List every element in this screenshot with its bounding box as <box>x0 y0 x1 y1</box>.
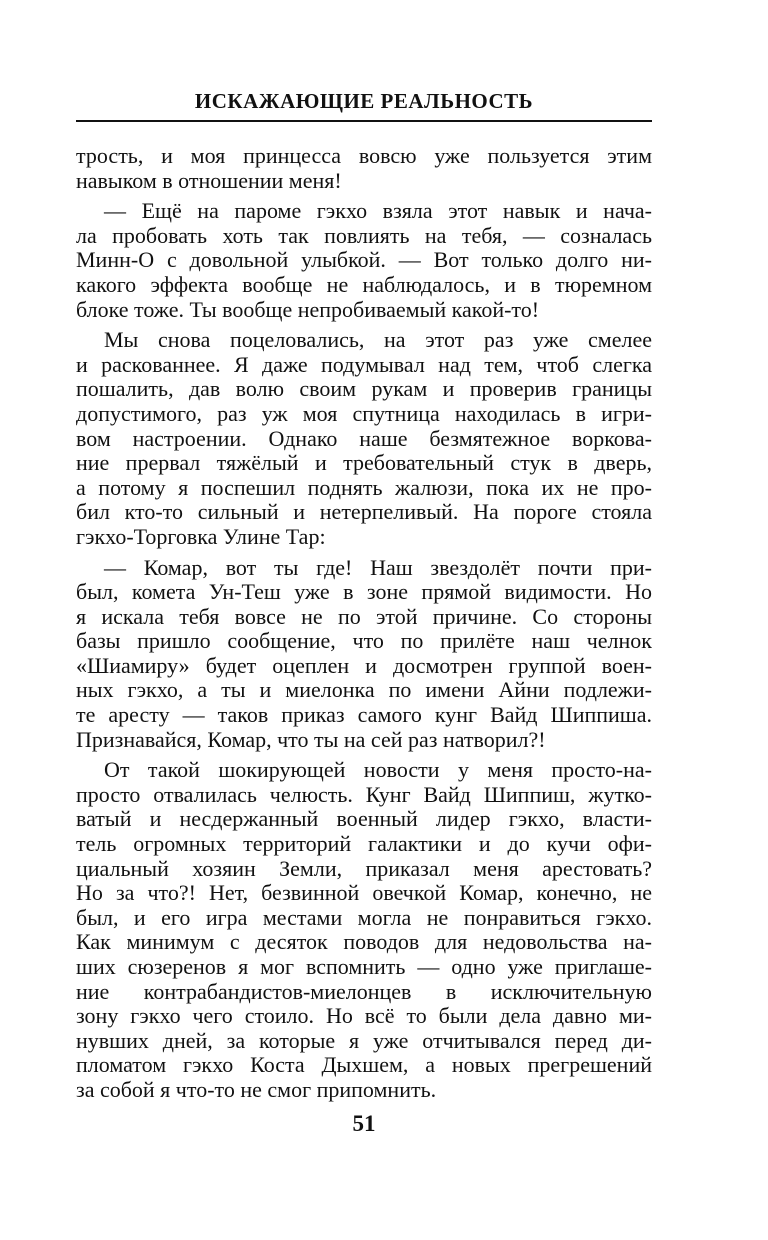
text-line: я искала тебя вовсе не по этой причине. Со стороны <box>76 604 652 629</box>
paragraph <box>76 199 652 322</box>
text-line: гэкхо-Торговка Улине Тар: <box>76 524 326 549</box>
text-line: ла пробовать хоть так повлиять на тебя, — созналась <box>76 223 652 248</box>
text-line: Минн-О с довольной улыбкой. — Вот только долго ни- <box>76 248 652 273</box>
text-line: ние контрабандистов-миелонцев в исключительную <box>76 979 652 1004</box>
text-line: базы пришло сообщение, что по прилёте наш челнок <box>76 629 652 654</box>
text-line: а потому я поспешил поднять жалюзи, пока их не про- <box>76 475 652 500</box>
text-line: «Шиамиру» будет оцеплен и досмотрен группой воен- <box>76 653 652 678</box>
text-line: навыком в отношении меня! <box>76 168 342 193</box>
text-line: просто отвалилась челюсть. Кунг Вайд Шиппиш, жутко- <box>76 782 652 807</box>
text-line: и раскованнее. Я даже подумывал над тем, чтоб слегка <box>76 352 652 377</box>
text-line: ватый и несдержанный военный лидер гэкхо, власти- <box>76 807 652 832</box>
text-line: нувших дней, за которые я уже отчитывался перед ди- <box>76 1028 652 1053</box>
text-line: ние прервал тяжёлый и требовательный стук в дверь, <box>76 451 652 476</box>
text-line: ших сюзеренов я мог вспомнить — одно уже приглаше- <box>76 955 652 979</box>
text-line: Но за что?! Нет, безвинной овечкой Комар, конечно, не <box>76 881 652 906</box>
text-line: тель огромных территорий галактики и до кучи офи- <box>76 832 652 857</box>
header-divider <box>76 120 652 122</box>
text-line: был, комета Ун-Теш уже в зоне прямой видимости. Но <box>76 580 652 605</box>
text-line: Мы снова поцеловались, на этот раз уже смелее <box>104 328 652 353</box>
paragraph <box>76 328 652 549</box>
body-text <box>76 144 652 1103</box>
text-line: допустимого, раз уж моя спутница находилась в игри- <box>76 401 652 426</box>
text-line: — Комар, вот ты где! Наш звездолёт почти при- <box>104 555 652 580</box>
text-line: От такой шокирующей новости у меня просто-на- <box>104 758 652 783</box>
text-line: ных гэкхо, а ты и миелонка по имени Айни подлежи- <box>76 678 652 703</box>
running-header: ИСКАЖАЮЩИЕ РЕАЛЬНОСТЬ <box>194 89 534 113</box>
text-line: — Ещё на пароме гэкхо взяла этот навык и нача- <box>104 199 652 224</box>
text-line: был, и его игра местами могла не понравиться гэкхо. <box>76 905 652 930</box>
text-line: Признавайся, Комар, что ты на сей раз натворил?! <box>76 727 546 752</box>
text-line: пошалить, дав волю своим рукам и проверив границы <box>76 377 652 402</box>
text-line: трость, и моя принцесса вовсю уже пользуется этим <box>76 144 652 168</box>
page-number: 51 <box>352 1111 376 1136</box>
text-line: какого эффекта вообще не наблюдалось, и в тюремном <box>76 272 652 297</box>
paragraph <box>76 758 652 1102</box>
text-line: за собой я что-то не смог припомнить. <box>76 1077 437 1102</box>
paragraph <box>76 144 652 193</box>
text-line: те аресту — таков приказ самого кунг Вайд Шиппиша. <box>76 703 652 728</box>
text-line: зону гэкхо чего стоило. Но всё то были дела давно ми- <box>76 1004 652 1029</box>
text-line: Как минимум с десяток поводов для недовольства на- <box>76 930 652 955</box>
text-line: циальный хозяин Земли, приказал меня арестовать? <box>76 856 652 881</box>
paragraph <box>76 556 652 753</box>
text-line: вом настроении. Однако наше безмятежное воркова- <box>76 426 652 451</box>
text-line: пломатом гэкхо Коста Дыхшем, а новых прегрешений <box>76 1053 652 1078</box>
text-line: блоке тоже. Ты вообще непробиваемый какой-то! <box>76 297 540 322</box>
text-line: бил кто-то сильный и нетерпеливый. На пороге стояла <box>76 500 652 525</box>
